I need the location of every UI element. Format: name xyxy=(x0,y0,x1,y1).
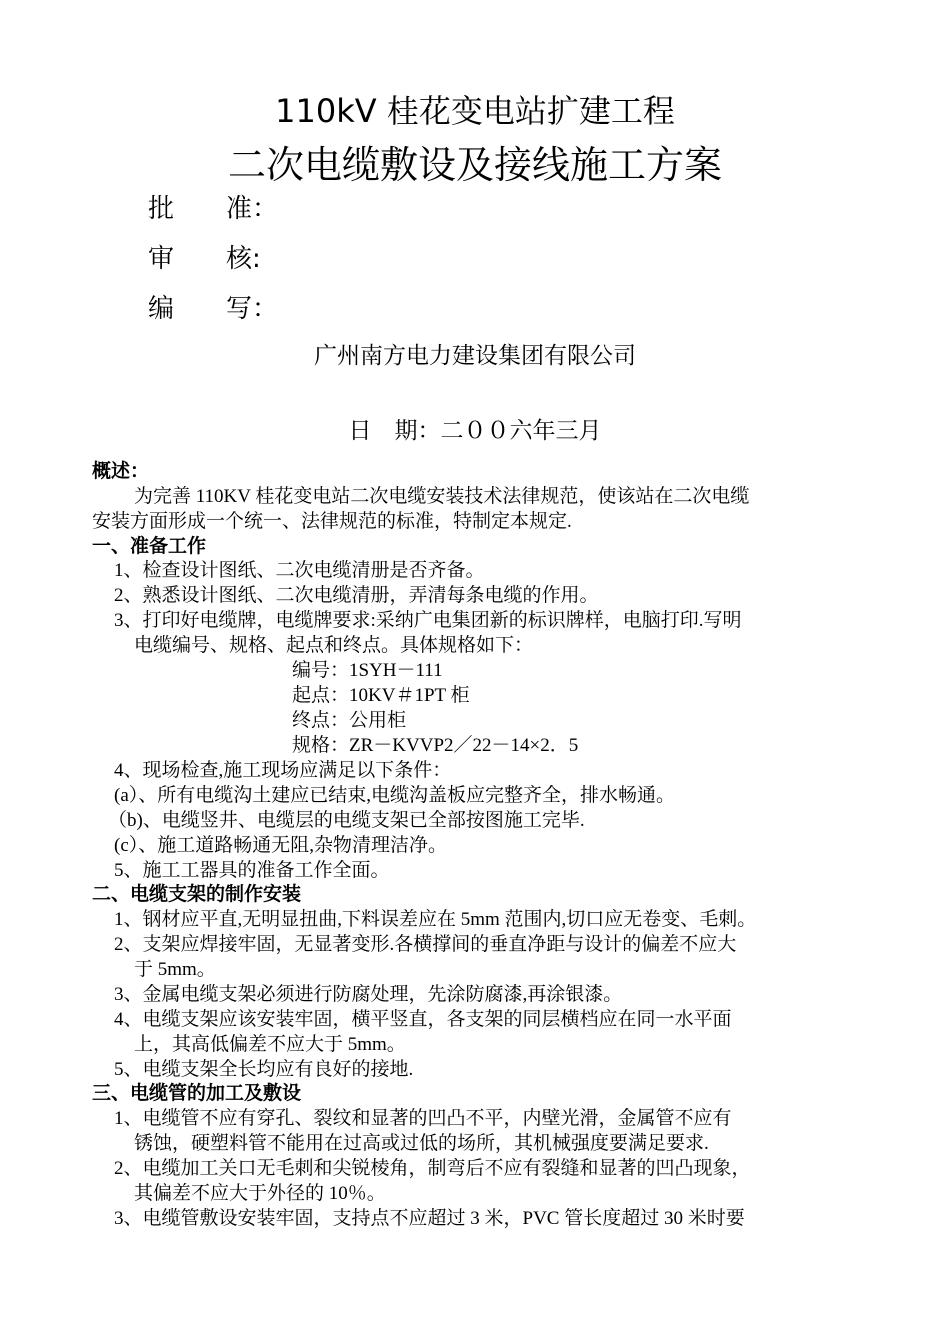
spec-code: 编号：1SYH－111 xyxy=(292,660,443,681)
spec-end: 终点：公用柜 xyxy=(292,710,407,731)
section1-item: 2、熟悉设计图纸、二次电缆清册，弄清每条电缆的作用。 xyxy=(114,585,599,606)
section2-item: 5、电缆支架全长均应有良好的接地. xyxy=(114,1059,414,1080)
section1-item: (c）、施工道路畅通无阻,杂物清理洁净。 xyxy=(114,835,448,856)
spec-start: 起点：10KV＃1PT 柜 xyxy=(292,685,470,706)
overview-heading: 概述： xyxy=(92,461,150,482)
section2-item: 1、钢材应平直,无明显扭曲,下料误差应在 5mm 范围内,切口应无卷变、毛刺。 xyxy=(114,909,757,930)
section2-item: 2、支架应焊接牢固，无显著变形.各横撑间的垂直净距与设计的偏差不应大 xyxy=(114,934,737,955)
company-name: 广州南方电力建设集团有限公司 xyxy=(314,343,636,369)
section2-item: 4、电缆支架应该安装牢固，横平竖直，各支架的同层横档应在同一水平面 xyxy=(114,1009,732,1030)
approve-label: 批 准： xyxy=(148,194,279,224)
section1-item: 4、现场检查,施工现场应满足以下条件： xyxy=(114,760,452,781)
write-label: 编 写： xyxy=(148,294,279,324)
section3-item: 锈蚀，硬塑料管不能用在过高或过低的场所，其机械强度要满足要求. xyxy=(134,1133,709,1154)
section3-item: 1、电缆管不应有穿孔、裂纹和显著的凹凸不平，内壁光滑，金属管不应有 xyxy=(114,1108,732,1129)
section3-item: 其偏差不应大于外径的 10％。 xyxy=(134,1183,386,1204)
section1-heading: 一、准备工作 xyxy=(92,536,207,557)
section3-item: 3、电缆管敷设安装牢固，支持点不应超过 3 米，PVC 管长度超过 30 米时要 xyxy=(114,1208,745,1229)
spec-size: 规格：ZR－KVVP2／22－14×2．5 xyxy=(292,735,579,756)
section1-item: 3、打印好电缆牌，电缆牌要求:采纳广电集团新的标识牌样，电脑打印.写明 xyxy=(114,610,742,631)
section1-item: (a）、所有电缆沟土建应已结束,电缆沟盖板应完整齐全，排水畅通。 xyxy=(114,785,676,806)
overview-line: 为完善 110KV 桂花变电站二次电缆安装技术法律规范，使该站在二次电缆 xyxy=(134,486,750,507)
section1-item: 电缆编号、规格、起点和终点。具体规格如下： xyxy=(134,635,534,656)
section2-item: 于 5mm。 xyxy=(134,959,216,980)
document-date: 日 期：二００六年三月 xyxy=(348,418,602,444)
review-label: 审 核: xyxy=(148,244,261,274)
section3-heading: 三、电缆管的加工及敷设 xyxy=(92,1083,302,1104)
section1-item: （b)、电缆竖井、电缆层的电缆支架已全部按图施工完毕. xyxy=(108,810,585,831)
section2-heading: 二、电缆支架的制作安装 xyxy=(92,884,302,905)
section1-item: 5、施工工器具的准备工作全面。 xyxy=(114,860,390,881)
document-title-line2: 二次电缆敷设及接线施工方案 xyxy=(227,143,722,187)
section1-item: 1、检查设计图纸、二次电缆清册是否齐备。 xyxy=(114,560,485,581)
section2-item: 上，其高低偏差不应大于 5mm。 xyxy=(134,1034,406,1055)
section3-item: 2、电缆加工关口无毛刺和尖锐棱角，制弯后不应有裂缝和显著的凹凸现象， xyxy=(114,1158,751,1179)
section2-item: 3、金属电缆支架必须进行防腐处理，先涂防腐漆,再涂银漆。 xyxy=(114,984,623,1005)
document-title-line1: 110kV 桂花变电站扩建工程 xyxy=(275,92,675,130)
overview-line: 安装方面形成一个统一、法律规范的标准，特制定本规定. xyxy=(92,511,572,532)
